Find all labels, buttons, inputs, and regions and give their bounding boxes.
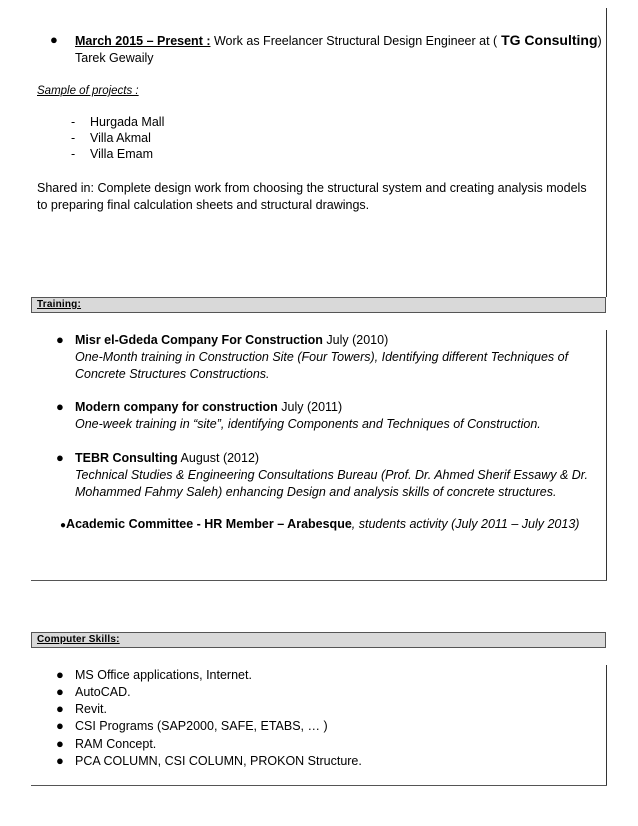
bullet-icon: ● — [56, 667, 64, 682]
training-section-header — [31, 297, 606, 313]
bullet-icon: ● — [56, 450, 64, 465]
divider-skills-bottom — [31, 785, 607, 786]
training-date: August (2012) — [177, 451, 260, 465]
right-border-skills — [606, 665, 607, 785]
bullet-icon: ● — [56, 332, 64, 347]
skill-item: AutoCAD. — [75, 685, 131, 699]
skill-item: MS Office applications, Internet. — [75, 668, 252, 682]
training-desc: Technical Studies & Engineering Consultations Bureau (Prof. Dr. Ahmed Sherif Essawy & Dr. — [75, 468, 588, 482]
bullet-icon: ● — [56, 753, 64, 768]
experience-supervisor: Tarek Gewaily — [75, 51, 154, 65]
experience-close: ) — [597, 34, 602, 48]
right-border-training — [606, 330, 607, 580]
training-org: TEBR Consulting — [75, 451, 178, 465]
divider-training-bottom — [31, 580, 607, 581]
project-item: Villa Emam — [90, 147, 153, 161]
training-item-title — [75, 332, 388, 348]
project-dash: - — [71, 115, 76, 129]
samples-heading: Sample of projects : — [37, 85, 139, 97]
bullet-icon: ● — [56, 684, 64, 699]
skill-item: RAM Concept. — [75, 737, 157, 751]
training-desc: Concrete Structures Constructions. — [75, 367, 270, 381]
bullet-icon: ● — [56, 399, 64, 414]
skill-item: Revit. — [75, 702, 107, 716]
experience-date: March 2015 – Present : — [75, 34, 211, 48]
training-desc: One-week training in “site”, identifying Components and Techniques of Construction. — [75, 417, 541, 431]
shared-line-2: to preparing final calculation sheets and structural drawings. — [37, 198, 370, 212]
training-item-title — [75, 450, 259, 466]
committee-title: Academic Committee - HR Member – Arabesque — [66, 517, 352, 531]
experience-role: Work as Freelancer Structural Design Engineer at ( — [210, 34, 498, 48]
training-desc: Mohammed Fahmy Saleh) enhancing Design and analysis skills of concrete structures. — [75, 485, 557, 499]
project-item: Hurgada Mall — [90, 115, 165, 129]
bullet-icon: ● — [60, 520, 67, 531]
project-dash: - — [71, 147, 76, 161]
committee-line — [60, 516, 579, 534]
experience-line — [75, 32, 602, 49]
training-desc: One-Month training in Construction Site (Four Towers), Identifying different Techniques of — [75, 350, 569, 364]
training-item-title — [75, 399, 342, 415]
shared-line-1: Shared in: Complete design work from choosing the structural system and creating analysis models — [37, 181, 587, 195]
right-border-top — [606, 8, 607, 297]
bullet-icon: ● — [56, 736, 64, 751]
training-heading: Training: — [37, 299, 82, 310]
skill-item: CSI Programs (SAP2000, SAFE, ETABS, … ) — [75, 719, 328, 733]
training-date: July (2011) — [277, 400, 343, 414]
experience-company: TG Consulting — [497, 32, 598, 48]
committee-note: , students activity (July 2011 – July 2013) — [351, 517, 580, 531]
project-dash: - — [71, 131, 76, 145]
training-org: Misr el-Gdeda Company For Construction — [75, 333, 323, 347]
training-date: July (2010) — [322, 333, 389, 347]
skill-item: PCA COLUMN, CSI COLUMN, PROKON Structure. — [75, 754, 362, 768]
bullet-icon: ● — [50, 32, 58, 47]
bullet-icon: ● — [56, 701, 64, 716]
project-item: Villa Akmal — [90, 131, 151, 145]
skills-section-header — [31, 632, 606, 648]
training-org: Modern company for construction — [75, 400, 278, 414]
bullet-icon: ● — [56, 718, 64, 733]
skills-heading: Computer Skills: — [37, 634, 120, 645]
